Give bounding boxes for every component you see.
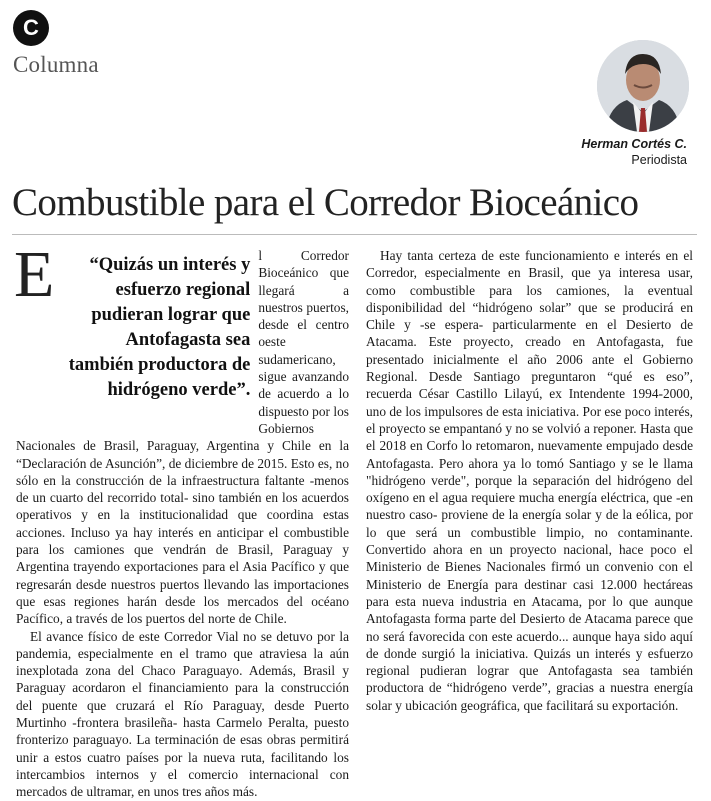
author-block — [581, 136, 687, 168]
headline: Combustible para el Corredor Bioceánico — [12, 181, 639, 224]
author-photo — [597, 40, 689, 132]
article-paragraph-3: Hay tanta certeza de este funcionamiento e interés en el Corredor, especialmente en Brasil, que ya interesa usar, como combustible para los camiones, la eventual disponibilidad del “hidrógeno solar” que se producirá en Chile y -se espera- particularmente en el Desierto de Atacama. Este proyecto, creado en Antofagasta, fue presentado inicialmente el año 2006 ante el Gobierno Regional. Desde Santiago preguntaron “qué es eso”, recuerda César Castillo Lilayú, ex Intendente 1994-2000, uno de los impulsores de esta iniciativa. Por ese poco interés, el proyecto se empantanó y no se volvió a reponer. Hasta que el 2018 en Corfo lo retomaron, nuevamente empujado desde Antofagasta. Pero ahora ya lo tomó Santiago y se le llama "hidrógeno verde", porque la separación del hidrógeno del oxígeno en el agua requiere mucha energía eléctrica, que -en nuestro caso- proviene de la energía solar y de la eólica, por lo que será un combustible limpio, no contaminante. Convertido ahora en un proyecto nacional, hace poco el Ministerio de Bienes Nacionales firmó un convenio con el Ministerio de Energía para destinar casi 12.000 hectáreas para esta nueva industria en Atacama, por lo que aunque Antofagasta forma parte del Desierto de Atacama parece que no será favorecida con este acuerdo... aunque haya sido aquí de donde surgió la iniciativa. Quizás un interés y esfuerzo regional pudieran lograr que Antofagasta sea también productora de “hidrógeno verde”, gracias a nuestra energía solar y ubicación geográfica, que facilitará su exportación. — [366, 248, 693, 713]
article-column-right — [366, 247, 693, 714]
author-role: Periodista — [631, 153, 687, 167]
article-column-left — [14, 238, 349, 801]
author-portrait-icon — [597, 40, 689, 132]
drop-cap: E — [14, 238, 55, 311]
author-name: Herman Cortés C. — [581, 137, 687, 151]
headline-divider — [12, 234, 697, 235]
section-label: Columna — [13, 52, 99, 77]
pull-quote: “Quizás un interés y esfuerzo regional pudieran lograr que Antofagasta sea también productora de hidrógeno verde”. — [68, 255, 251, 400]
article-paragraph-1: l Corredor Bioceánico que llegará a nuestros puertos, desde el centro oeste sudamericano, sigue avanzando de acuerdo a lo dispuesto por los Gobiernos Nacionales de Brasil, Paraguay, Argentina y Chile en la “Declaración de Asunción”, de diciembre de 2015. Esto es, no sólo en la construcción de la infraestructura faltante -menos de un cuarto del recorrido total- sino también en los acuerdos operativos y en la institucionalidad que coordina estas acciones. Incluso ya hay interés en anticipar el combustible para los camiones que vendrán de Brasil, Paraguay y Argentina trayendo exportaciones para el Asia Pacífico y que regresarán desde nuestros puertos llevando las importaciones que esas regiones harán desde los mercados del océano Pacífico, a través de los puertos del norte de Chile. — [16, 248, 349, 627]
article-paragraph-2: El avance físico de este Corredor Vial no se detuvo por la pandemia, especialmente en el tramo que atraviesa la aún inexplotada zona del Chaco Paraguayo. Además, Brasil y Paraguay acordaron el financiamiento para la construcción del puente que cruzará el Río Paraguay, desde Puerto Murtinho -frontera brasileña- hasta Carmelo Peralta, puesto fronterizo paraguayo. La terminación de esas obras permitirá unir a estos cuatro países por la nueva ruta, facilitando los intercambios internos y el comercio internacional con mercados de ultramar, en unos tres años más. — [16, 628, 349, 800]
column-badge: C — [13, 10, 49, 46]
